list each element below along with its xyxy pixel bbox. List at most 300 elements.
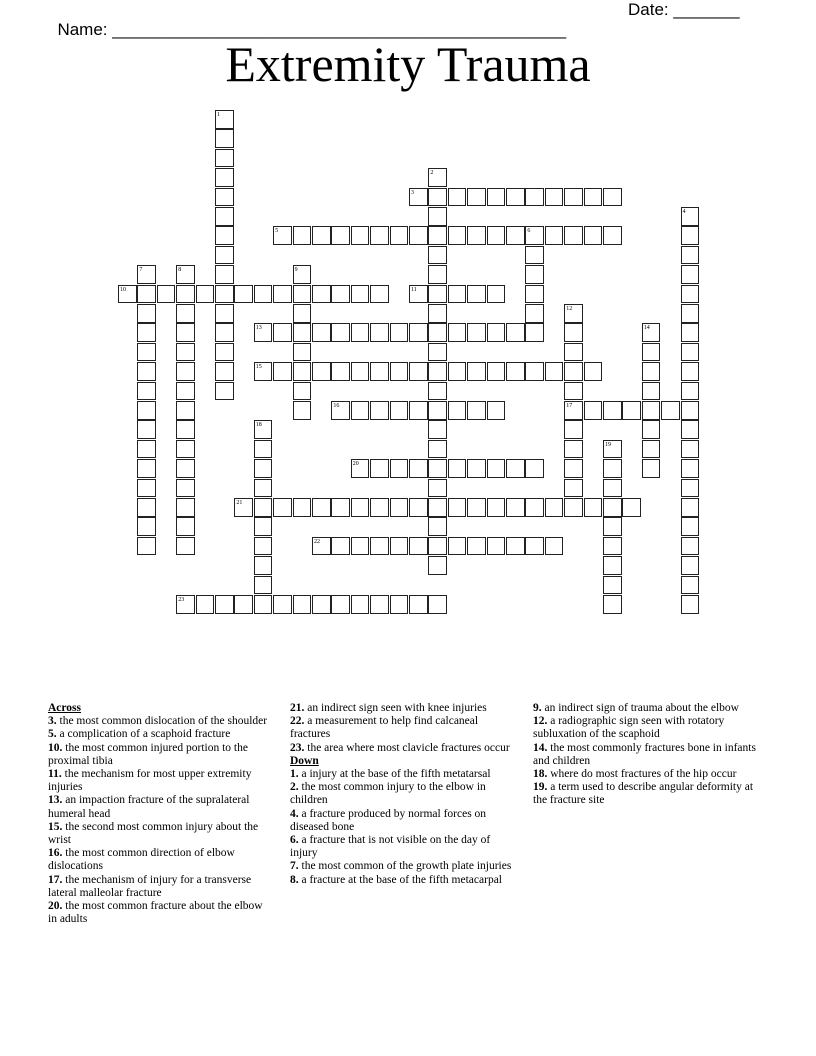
grid-cell[interactable]	[409, 459, 428, 478]
grid-cell[interactable]	[351, 498, 370, 517]
grid-cell[interactable]	[428, 537, 447, 556]
grid-cell[interactable]	[506, 323, 525, 342]
grid-cell[interactable]	[428, 168, 447, 187]
grid-cell[interactable]	[603, 595, 622, 614]
across-clue: 21. an indirect sign seen with knee injuries	[290, 702, 487, 714]
grid-cell[interactable]	[293, 323, 312, 342]
grid-cell[interactable]	[293, 343, 312, 362]
grid-cell[interactable]	[564, 420, 583, 439]
grid-cell[interactable]	[545, 362, 564, 381]
grid-cell[interactable]	[681, 343, 700, 362]
grid-cell[interactable]	[428, 246, 447, 265]
grid-cell[interactable]	[525, 537, 544, 556]
grid-cell[interactable]	[273, 595, 292, 614]
grid-cell[interactable]	[176, 498, 195, 517]
grid-cell[interactable]	[487, 459, 506, 478]
grid-cell[interactable]	[681, 265, 700, 284]
grid-cell[interactable]	[137, 537, 156, 556]
grid-cell[interactable]	[487, 537, 506, 556]
down-clue: 7. the most common of the growth plate injuries	[290, 860, 512, 873]
grid-cell[interactable]	[584, 362, 603, 381]
grid-cell[interactable]	[603, 226, 622, 245]
grid-cell[interactable]	[390, 537, 409, 556]
grid-cell[interactable]	[428, 517, 447, 536]
grid-cell[interactable]	[331, 537, 350, 556]
grid-cell[interactable]	[467, 323, 486, 342]
grid-cell[interactable]	[176, 401, 195, 420]
grid-cell[interactable]	[409, 537, 428, 556]
grid-cell[interactable]	[137, 401, 156, 420]
grid-cell[interactable]	[331, 362, 350, 381]
clue-number: 5	[275, 228, 279, 235]
grid-cell[interactable]	[293, 285, 312, 304]
grid-cell[interactable]	[409, 188, 428, 207]
name-field-label: Name: ________________________________________________	[57, 20, 567, 39]
grid-cell[interactable]	[293, 265, 312, 284]
grid-cell[interactable]	[312, 226, 331, 245]
grid-cell[interactable]	[273, 362, 292, 381]
grid-cell[interactable]	[681, 479, 700, 498]
grid-cell[interactable]	[254, 479, 273, 498]
down-clue: 1. a injury at the base of the fifth metatarsal	[290, 768, 491, 781]
grid-cell[interactable]	[370, 537, 389, 556]
grid-cell[interactable]	[409, 285, 428, 304]
down-clue: 14. the most commonly fractures bone in infants and children	[533, 741, 756, 767]
grid-cell[interactable]	[293, 362, 312, 381]
grid-cell[interactable]	[351, 459, 370, 478]
grid-cell[interactable]	[681, 323, 700, 342]
grid-cell[interactable]	[622, 498, 641, 517]
grid-cell[interactable]	[545, 226, 564, 245]
grid-cell[interactable]	[428, 459, 447, 478]
clue-number: 16	[333, 403, 340, 409]
grid-cell[interactable]	[428, 207, 447, 226]
grid-cell[interactable]	[331, 285, 350, 304]
grid-cell[interactable]	[603, 188, 622, 207]
grid-cell[interactable]	[448, 188, 467, 207]
grid-cell[interactable]	[564, 459, 583, 478]
grid-cell[interactable]	[254, 595, 273, 614]
grid-cell[interactable]	[564, 479, 583, 498]
grid-cell[interactable]	[157, 285, 176, 304]
grid-cell[interactable]	[390, 498, 409, 517]
grid-cell[interactable]	[254, 576, 273, 595]
grid-cell[interactable]	[525, 285, 544, 304]
grid-cell[interactable]	[196, 595, 215, 614]
grid-cell[interactable]	[428, 226, 447, 245]
grid-cell[interactable]	[681, 440, 700, 459]
grid-cell[interactable]	[176, 285, 195, 304]
grid-cell[interactable]	[525, 246, 544, 265]
grid-cell[interactable]	[234, 285, 253, 304]
grid-cell[interactable]	[467, 226, 486, 245]
grid-cell[interactable]	[370, 401, 389, 420]
grid-cell[interactable]	[254, 285, 273, 304]
grid-cell[interactable]	[331, 401, 350, 420]
grid-cell[interactable]	[215, 207, 234, 226]
grid-cell[interactable]	[409, 362, 428, 381]
grid-cell[interactable]	[467, 537, 486, 556]
grid-cell[interactable]	[370, 285, 389, 304]
grid-cell[interactable]	[273, 285, 292, 304]
grid-cell[interactable]	[681, 537, 700, 556]
grid-cell[interactable]	[564, 498, 583, 517]
grid-cell[interactable]	[137, 440, 156, 459]
grid-cell[interactable]	[448, 401, 467, 420]
grid-cell[interactable]	[331, 226, 350, 245]
grid-cell[interactable]	[603, 479, 622, 498]
grid-cell[interactable]	[137, 498, 156, 517]
grid-cell[interactable]	[176, 440, 195, 459]
grid-cell[interactable]	[525, 188, 544, 207]
grid-cell[interactable]	[370, 323, 389, 342]
grid-cell[interactable]	[254, 323, 273, 342]
grid-cell[interactable]	[448, 459, 467, 478]
grid-cell[interactable]	[525, 226, 544, 245]
date-field-label: Date: _______	[628, 0, 740, 19]
grid-cell[interactable]	[428, 382, 447, 401]
grid-cell[interactable]	[642, 420, 661, 439]
grid-cell[interactable]	[525, 459, 544, 478]
grid-cell[interactable]	[293, 304, 312, 323]
grid-cell[interactable]	[525, 265, 544, 284]
grid-cell[interactable]	[428, 265, 447, 284]
grid-cell[interactable]	[545, 188, 564, 207]
grid-cell[interactable]	[467, 362, 486, 381]
grid-cell[interactable]	[215, 362, 234, 381]
grid-cell[interactable]	[681, 207, 700, 226]
grid-cell[interactable]	[603, 576, 622, 595]
grid-cell[interactable]	[176, 537, 195, 556]
grid-cell[interactable]	[215, 304, 234, 323]
grid-cell[interactable]	[176, 517, 195, 536]
grid-cell[interactable]	[215, 265, 234, 284]
grid-cell[interactable]	[331, 595, 350, 614]
grid-cell[interactable]	[681, 285, 700, 304]
grid-cell[interactable]	[584, 401, 603, 420]
clue-number: 17	[566, 403, 573, 409]
across-clue: 5. a complication of a scaphoid fracture	[48, 728, 231, 741]
grid-cell[interactable]	[137, 459, 156, 478]
grid-cell[interactable]	[312, 595, 331, 614]
grid-cell[interactable]	[603, 498, 622, 517]
grid-cell[interactable]	[642, 323, 661, 342]
grid-cell[interactable]	[176, 595, 195, 614]
grid-cell[interactable]	[137, 265, 156, 284]
grid-cell[interactable]	[525, 362, 544, 381]
grid-cell[interactable]	[584, 226, 603, 245]
grid-cell[interactable]	[467, 285, 486, 304]
grid-cell[interactable]	[448, 498, 467, 517]
grid-cell[interactable]	[642, 362, 661, 381]
grid-cell[interactable]	[603, 401, 622, 420]
grid-cell[interactable]	[215, 226, 234, 245]
grid-cell[interactable]	[487, 285, 506, 304]
grid-cell[interactable]	[409, 498, 428, 517]
grid-cell[interactable]	[428, 479, 447, 498]
clues-column-3	[533, 702, 761, 808]
grid-cell[interactable]	[254, 420, 273, 439]
grid-cell[interactable]	[428, 401, 447, 420]
grid-cell[interactable]	[234, 498, 253, 517]
grid-cell[interactable]	[428, 304, 447, 323]
grid-cell[interactable]	[215, 129, 234, 148]
grid-cell[interactable]	[564, 226, 583, 245]
grid-cell[interactable]	[428, 556, 447, 575]
grid-cell[interactable]	[137, 362, 156, 381]
clue-number: 23	[178, 597, 185, 603]
grid-cell[interactable]	[293, 498, 312, 517]
grid-cell[interactable]	[176, 479, 195, 498]
across-heading: Across	[48, 702, 82, 714]
grid-cell[interactable]	[681, 576, 700, 595]
grid-cell[interactable]	[215, 285, 234, 304]
grid-cell[interactable]	[137, 382, 156, 401]
grid-cell[interactable]	[428, 420, 447, 439]
grid-cell[interactable]	[525, 323, 544, 342]
grid-cell[interactable]	[545, 498, 564, 517]
clue-number: 20	[352, 461, 359, 468]
grid-cell[interactable]	[681, 517, 700, 536]
grid-cell[interactable]	[525, 498, 544, 517]
grid-cell[interactable]	[681, 595, 700, 614]
grid-cell[interactable]	[603, 459, 622, 478]
grid-cell[interactable]	[390, 401, 409, 420]
clue-number: 4	[682, 209, 686, 215]
grid-cell[interactable]	[681, 556, 700, 575]
grid-cell[interactable]	[467, 401, 486, 420]
grid-cell[interactable]	[409, 401, 428, 420]
grid-cell[interactable]	[176, 343, 195, 362]
grid-cell[interactable]	[215, 168, 234, 187]
grid-cell[interactable]	[312, 323, 331, 342]
down-clue: 18. where do most fractures of the hip occur	[533, 768, 737, 781]
grid-cell[interactable]	[312, 285, 331, 304]
grid-cell[interactable]	[487, 323, 506, 342]
grid-cell[interactable]	[215, 149, 234, 168]
across-clue: 15. the second most common injury about the wrist	[48, 820, 259, 847]
grid-cell[interactable]	[390, 226, 409, 245]
grid-cell[interactable]	[390, 323, 409, 342]
grid-cell[interactable]	[448, 362, 467, 381]
grid-cell[interactable]	[428, 440, 447, 459]
grid-cell[interactable]	[176, 459, 195, 478]
grid-cell[interactable]	[409, 595, 428, 614]
grid-cell[interactable]	[681, 304, 700, 323]
grid-cell[interactable]	[681, 401, 700, 420]
grid-cell[interactable]	[273, 323, 292, 342]
grid-cell[interactable]	[525, 304, 544, 323]
grid-cell[interactable]	[467, 188, 486, 207]
down-heading: Down	[290, 754, 319, 767]
grid-cell[interactable]	[487, 188, 506, 207]
grid-cell[interactable]	[622, 401, 641, 420]
grid-cell[interactable]	[506, 498, 525, 517]
grid-cell[interactable]	[254, 517, 273, 536]
grid-cell[interactable]	[351, 285, 370, 304]
grid-cell[interactable]	[351, 226, 370, 245]
down-clue: 6. a fracture that is not visible on the day of injury	[290, 834, 491, 860]
grid-cell[interactable]	[390, 362, 409, 381]
grid-cell[interactable]	[293, 401, 312, 420]
grid-cell[interactable]	[137, 285, 156, 304]
grid-cell[interactable]	[215, 343, 234, 362]
grid-cell[interactable]	[409, 226, 428, 245]
grid-cell[interactable]	[176, 304, 195, 323]
grid-cell[interactable]	[370, 459, 389, 478]
grid-cell[interactable]	[506, 226, 525, 245]
down-clue: 19. a term used to describe angular deformity at the fracture site	[533, 781, 754, 807]
clue-number: 8	[178, 267, 182, 274]
grid-cell[interactable]	[661, 401, 680, 420]
clue-number: 15	[255, 364, 262, 371]
grid-cell[interactable]	[137, 343, 156, 362]
across-clue: 13. an impaction fracture of the supralateral humeral head	[48, 794, 250, 820]
grid-cell[interactable]	[584, 188, 603, 207]
clue-number: 7	[139, 267, 143, 274]
grid-cell[interactable]	[370, 226, 389, 245]
grid-cell[interactable]	[215, 246, 234, 265]
grid-cell[interactable]	[642, 440, 661, 459]
grid-cell[interactable]	[215, 110, 234, 129]
grid-cell[interactable]	[603, 556, 622, 575]
grid-cell[interactable]	[370, 498, 389, 517]
grid-cell[interactable]	[428, 498, 447, 517]
grid-cell[interactable]	[293, 226, 312, 245]
grid-cell[interactable]	[448, 226, 467, 245]
grid-cell[interactable]	[642, 401, 661, 420]
grid-cell[interactable]	[254, 498, 273, 517]
grid-cell[interactable]	[409, 323, 428, 342]
grid-cell[interactable]	[137, 420, 156, 439]
grid-cell[interactable]	[448, 537, 467, 556]
grid-cell[interactable]	[603, 537, 622, 556]
grid-cell[interactable]	[564, 382, 583, 401]
grid-cell[interactable]	[351, 362, 370, 381]
grid-cell[interactable]	[254, 537, 273, 556]
grid-cell[interactable]	[564, 440, 583, 459]
grid-cell[interactable]	[293, 595, 312, 614]
grid-cell[interactable]	[390, 595, 409, 614]
clue-number: 22	[314, 538, 320, 545]
grid-cell[interactable]	[467, 459, 486, 478]
grid-cell[interactable]	[137, 323, 156, 342]
grid-cell[interactable]	[254, 362, 273, 381]
grid-cell[interactable]	[467, 498, 486, 517]
clues-column-1	[48, 702, 273, 926]
grid-cell[interactable]	[331, 323, 350, 342]
grid-cell[interactable]	[273, 498, 292, 517]
grid-cell[interactable]	[351, 323, 370, 342]
grid-cell[interactable]	[642, 459, 661, 478]
grid-cell[interactable]	[487, 498, 506, 517]
grid-cell[interactable]	[351, 537, 370, 556]
grid-cell[interactable]	[176, 265, 195, 284]
grid-cell[interactable]	[681, 362, 700, 381]
grid-cell[interactable]	[428, 285, 447, 304]
grid-cell[interactable]	[234, 595, 253, 614]
grid-cell[interactable]	[506, 188, 525, 207]
grid-cell[interactable]	[681, 246, 700, 265]
grid-cell[interactable]	[176, 420, 195, 439]
grid-cell[interactable]	[564, 362, 583, 381]
grid-cell[interactable]	[584, 498, 603, 517]
grid-cell[interactable]	[681, 459, 700, 478]
grid-cell[interactable]	[428, 343, 447, 362]
clue-number: 18	[255, 422, 262, 429]
grid-cell[interactable]	[428, 323, 447, 342]
grid-cell[interactable]	[331, 498, 350, 517]
grid-cell[interactable]	[564, 343, 583, 362]
clues-column-2	[290, 702, 518, 887]
grid-cell[interactable]	[254, 459, 273, 478]
grid-cell[interactable]	[545, 537, 564, 556]
grid-cell[interactable]	[176, 362, 195, 381]
grid-cell[interactable]	[428, 595, 447, 614]
grid-cell[interactable]	[293, 382, 312, 401]
grid-cell[interactable]	[215, 382, 234, 401]
grid-cell[interactable]	[176, 323, 195, 342]
grid-cell[interactable]	[642, 382, 661, 401]
grid-cell[interactable]	[428, 188, 447, 207]
grid-cell[interactable]	[487, 362, 506, 381]
grid-cell[interactable]	[681, 382, 700, 401]
grid-cell[interactable]	[137, 304, 156, 323]
grid-cell[interactable]	[273, 226, 292, 245]
grid-cell[interactable]	[564, 401, 583, 420]
grid-cell[interactable]	[681, 226, 700, 245]
grid-cell[interactable]	[137, 517, 156, 536]
grid-cell[interactable]	[564, 304, 583, 323]
clue-number: 2	[430, 170, 434, 177]
grid-cell[interactable]	[681, 420, 700, 439]
grid-cell[interactable]	[370, 595, 389, 614]
grid-cell[interactable]	[448, 285, 467, 304]
grid-cell[interactable]	[351, 401, 370, 420]
clue-number: 12	[566, 306, 573, 312]
grid-cell[interactable]	[603, 440, 622, 459]
grid-cell[interactable]	[603, 517, 622, 536]
grid-cell[interactable]	[564, 188, 583, 207]
grid-cell[interactable]	[506, 537, 525, 556]
grid-cell[interactable]	[176, 382, 195, 401]
grid-cell[interactable]	[428, 362, 447, 381]
grid-cell[interactable]	[118, 285, 137, 304]
grid-cell[interactable]	[487, 226, 506, 245]
grid-cell[interactable]	[196, 285, 215, 304]
grid-cell[interactable]	[642, 343, 661, 362]
grid-cell[interactable]	[312, 362, 331, 381]
grid-cell[interactable]	[506, 459, 525, 478]
across-clue: 3. the most common dislocation of the shoulder	[48, 715, 268, 728]
grid-cell[interactable]	[448, 323, 467, 342]
grid-cell[interactable]	[681, 498, 700, 517]
grid-cell[interactable]	[215, 188, 234, 207]
grid-cell[interactable]	[215, 595, 234, 614]
grid-cell[interactable]	[137, 479, 156, 498]
grid-cell[interactable]	[254, 556, 273, 575]
grid-cell[interactable]	[370, 362, 389, 381]
grid-cell[interactable]	[506, 362, 525, 381]
grid-cell[interactable]	[254, 440, 273, 459]
grid-cell[interactable]	[390, 459, 409, 478]
grid-cell[interactable]	[312, 537, 331, 556]
grid-cell[interactable]	[312, 498, 331, 517]
grid-cell[interactable]	[564, 323, 583, 342]
grid-cell[interactable]	[215, 323, 234, 342]
grid-cell[interactable]	[351, 595, 370, 614]
grid-cell[interactable]	[487, 401, 506, 420]
